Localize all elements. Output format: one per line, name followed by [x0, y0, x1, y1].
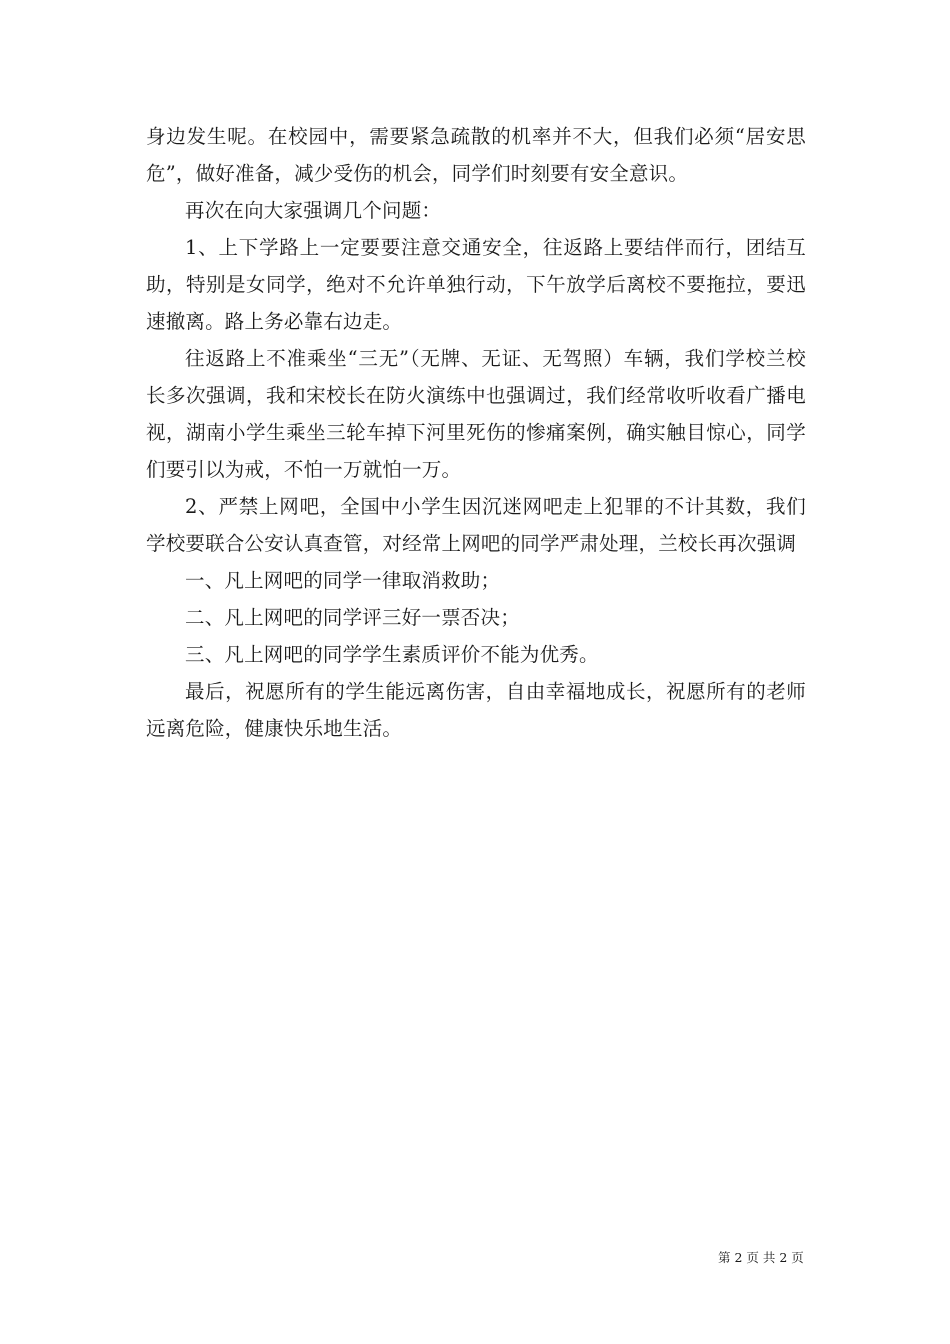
paragraph-2: 再次在向大家强调几个问题：: [185, 199, 442, 222]
document-body: [146, 118, 806, 747]
page-number-footer: 第 2 页 共 2 页: [718, 1250, 804, 1265]
paragraph-1: 身边发生呢。在校园中，需要紧急疏散的机率并不大，但我们必须“居安思危”，做好准备，减少受伤的机会，同学们时刻要有安全意识。: [146, 125, 806, 185]
paragraph-3: 1、上下学路上一定要要注意交通安全，往返路上要结伴而行，团结互助，特别是女同学，绝对不允许单独行动，下午放学后离校不要拖拉，要迅速撤离。路上务必靠右边走。: [146, 236, 806, 333]
paragraph-7: 二、凡上网吧的同学评三好一票否决；: [185, 606, 520, 629]
paragraph-5: 2、严禁上网吧，全国中小学生因沉迷网吧走上犯罪的不计其数，我们学校要联合公安认真查管，对经常上网吧的同学严肃处理，兰校长再次强调: [146, 495, 806, 555]
paragraph-8: 三、凡上网吧的同学学生素质评价不能为优秀。: [185, 643, 599, 666]
paragraph-6: 一、凡上网吧的同学一律取消救助；: [185, 569, 501, 592]
paragraph-4: 往返路上不准乘坐“三无”（无牌、无证、无驾照）车辆，我们学校兰校长多次强调，我和宋校长在防火演练中也强调过，我们经常收听收看广播电视，湖南小学生乘坐三轮车掉下河里死伤的惨痛案例，确实触目惊心，同学们要引以为戒，不怕一万就怕一万。: [146, 347, 806, 481]
paragraph-9: 最后，祝愿所有的学生能远离伤害，自由幸福地成长，祝愿所有的老师远离危险，健康快乐地生活。: [146, 680, 806, 740]
